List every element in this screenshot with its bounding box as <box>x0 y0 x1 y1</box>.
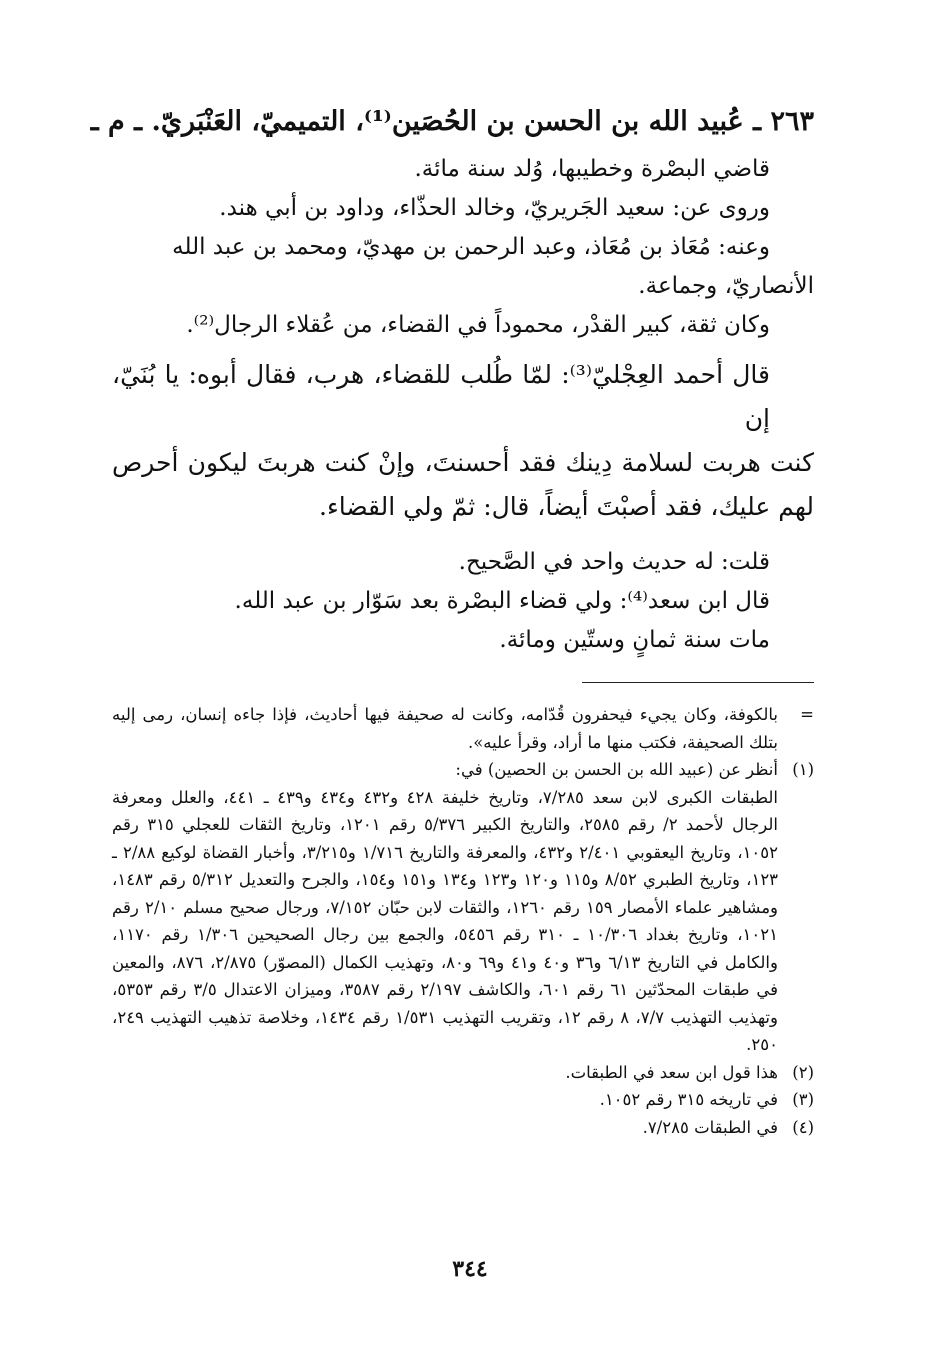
entry-note-ibn-sad: قال ابن سعد⁽⁴⁾: ولي قضاء البصْرة بعد سَوّار بن عبد الله. <box>234 588 770 614</box>
entry-line-office: قاضي البصْرة وخطيبها، وُلد سنة مائة. <box>414 156 770 182</box>
footnote-2 <box>112 1059 814 1087</box>
entry-quote-first-line: قال أحمد العِجْليّ⁽³⁾: لمّا طُلب للقضاء، هرب، فقال أبوه: يا بُنَيّ، إن <box>112 360 770 433</box>
entry-heading: ٢٦٣ ـ عُبيد الله بن الحسن بن الحُصَين⁽¹⁾، التميميّ، العَنْبَريّ. ـ م ـ <box>90 106 814 137</box>
entry-note-hadith: قلت: له حديث واحد في الصَّحيح. <box>458 549 770 575</box>
entry-quote <box>112 353 814 529</box>
entry-line-assessment: وكان ثقة، كبير القدْر، محموداً في القضاء، من عُقلاء الرجال⁽²⁾. <box>186 312 770 338</box>
footnote-3 <box>112 1086 814 1114</box>
entry-line-narrators-cont: الأنصاريّ، وجماعة. <box>638 273 814 299</box>
footnote-text: في تاريخه ٣١٥ رقم ١٠٥٢. <box>599 1090 778 1109</box>
footnote-divider <box>582 682 814 683</box>
entry-line-narrators: وعنه: مُعَاذ بن مُعَاذ، وعبد الرحمن بن مهديّ، ومحمد بن عبد الله <box>172 234 770 260</box>
entry-note-death: مات سنة ثمانٍ وستّين ومائة. <box>499 627 770 653</box>
entry-line-narrated-from: وروى عن: سعيد الجَريريّ، وخالد الحذّاء، وداود بن أبي هند. <box>219 195 770 221</box>
footnote-text: أنظر عن (عبيد الله بن الحسن بن الحصين) في: <box>455 760 778 779</box>
page-content <box>90 100 814 1141</box>
footnote-marker: (٤) <box>792 1117 814 1137</box>
footnote-1 <box>112 756 814 784</box>
footnote-marker: (١) <box>792 760 814 779</box>
footnotes <box>112 701 814 1141</box>
footnote-text: في الطبقات ٧/٢٨٥. <box>642 1117 778 1137</box>
page-number: ٣٤٤ <box>452 1256 488 1282</box>
footnote-4 <box>112 1114 814 1142</box>
footnote-marker: = <box>800 705 814 724</box>
footnote-text: هذا قول ابن سعد في الطبقات. <box>565 1062 778 1082</box>
footnote-text: بالكوفة، وكان يجيء فيحفرون قُدّامه، وكانت له صحيفة فيها أحاديث، فإذا جاءه إنسان، رمى إليه بتلك الصحيفة، فكتب منها ما أراد، وقرأ عليه». <box>112 705 778 752</box>
footnote-text: الطبقات الكبرى لابن سعد ٧/٢٨٥، وتاريخ خليفة ٤٢٨ و٤٣٢ و٤٣٤ و٤٣٩ ـ ٤٤١، والعلل ومعرفة الرجال لأحمد ٢/ رقم ٢٥٨٥، والتاريخ الكبير ٥/٣٧٦ رقم ١٢٠١، وتاريخ الثقات للعجلي ٣١٥ رقم ١٠٥٢، وتاريخ اليعقوبي ٢/٤٠١ و٤٣٢، والمعرفة والتاريخ ١/٧١٦ و٣/٢١٥، وأخبار القضاة لوكيع ٢/٨٨ ـ ١٢٣، وتاريخ الطبري ٨/٥٢ و١١٥ و١٢٠ و١٢٣ و١٣٤ و١٥١ و١٥٤، والجرح والتعديل ٥/٣١٢ رقم ١٤٨٣، ومشاهير علماء الأمصار ١٥٩ رقم ١٢٦٠، والثقات لابن حبّان ٧/١٥٢، ورجال صحيح مسلم ٢/١٠ رقم ١٠٢١، وتاريخ بغداد ١٠/٣٠٦ ـ ٣١٠ رقم ٥٤٥٦، والجمع بين رجال الصحيحين ١/٣٠٦ رقم ١١٧٠، والكامل في التاريخ ٦/١٣ و٣٦ و٤٠ و٤١ و٦٩ و٨٠، وتهذيب الكمال (المصوّر) ٢/٨٧٥، ٨٧٦، والمعين في طبقات المحدّثين ٦١ رقم ٦٠١، والكاشف ٢/١٩٧ رقم ٣٥٨٧، وميزان الاعتدال ٣/٥ رقم ٥٣٥٣، وتهذيب التهذيب ٧/٧، ٨ رقم ١٢، وتقريب التهذيب ١/٥٣١ رقم ١٤٣٤، وخلاصة تذهيب التهذيب ٢٤٩، ٢٥٠. <box>112 787 779 1054</box>
footnote-marker: (٣) <box>792 1090 814 1109</box>
footnote-1-sources <box>112 784 814 1059</box>
entry-quote-rest: كنت هربت لسلامة دِينك فقد أحسنتَ، وإنْ كنت هربتَ ليكون أحرص لهم عليك، فقد أصبْتَ أيضاً، قال: ثمّ ولي القضاء. <box>112 448 814 521</box>
footnote-marker: (٢) <box>792 1062 814 1082</box>
footnote-continuation <box>112 701 814 756</box>
